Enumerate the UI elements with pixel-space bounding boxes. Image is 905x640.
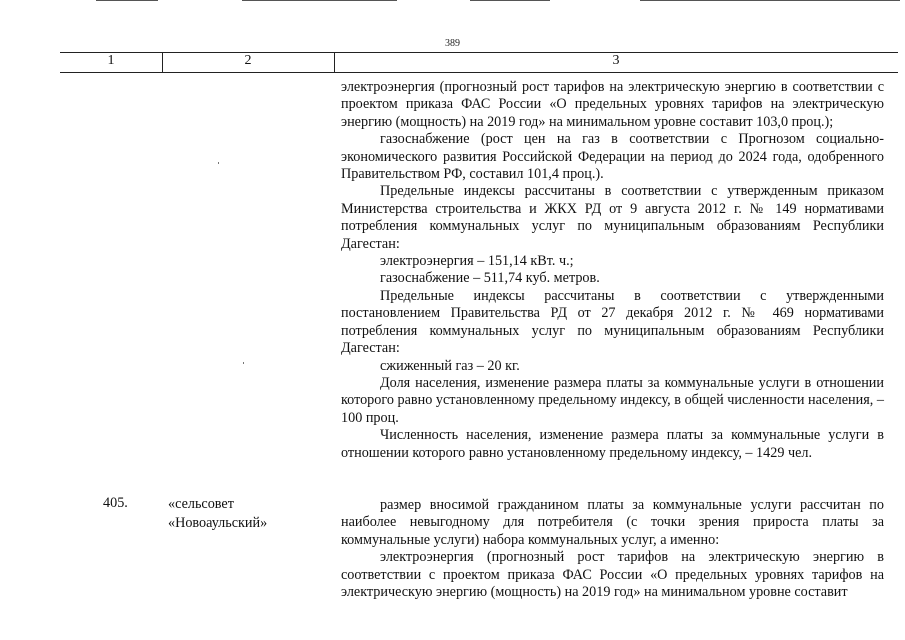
paragraph: электроэнергия (прогнозный рост тарифов на электрическую энергию в соответствии с проектом приказа ФАС России «О предельных уровнях тарифов на электрическую энергию (мощность) на 2019 год» на минимальном уровне составит 103,0 проц.); [341, 79, 884, 130]
paragraph: Численность населения, изменение размера платы за коммунальные услуги в отношении которого равно установленному предельному индексу, – 1429 чел. [341, 427, 884, 461]
row-number: 405. [103, 495, 128, 511]
scan-edge-mark [640, 0, 900, 1]
scan-edge-mark [470, 0, 550, 1]
paragraph: Предельные индексы рассчитаны в соответствии с утвержденными постановлением Правительства РД от 27 декабря 2012 г. № 469 нормативами потребления коммунальных услуг по муниципальным образованиям Республики Дагестан: [341, 287, 884, 357]
municipality-name [168, 495, 267, 533]
paragraph: Предельные индексы рассчитаны в соответствии с утвержденным приказом Министерства строительства и ЖКХ РД от 9 августа 2012 г. № 149 нормативами потребления коммунальных услуг по муниципальным образованиям Республики Дагестан: [341, 183, 884, 252]
municipality-name-line: «сельсовет [168, 496, 234, 512]
scan-edge-mark [242, 0, 397, 1]
scan-speck [243, 362, 244, 364]
paragraph: электроэнергия – 151,14 кВт. ч.; [380, 253, 574, 270]
paragraph: газоснабжение – 511,74 куб. метров. [380, 270, 600, 287]
paragraph: размер вносимой гражданином платы за коммунальные услуги рассчитан по наиболее невыгодному для потребителя (с точки зрения прироста платы за коммунальные услуги) набора коммунальных услуг, а именно: [341, 497, 884, 548]
paragraph: электроэнергия (прогнозный рост тарифов на электрическую энергию в соответствии с проектом приказа ФАС России «О предельных уровнях тарифов на электрическую энергию (мощность) на 2019 год» на минимальном уровне составит [341, 549, 884, 601]
row-405-text [341, 497, 884, 601]
paragraph: газоснабжение (рост цен на газ в соответствии с Прогнозом социально-экономического развития Российской Федерации на период до 2024 года, одобренного Правительством РФ, составил 101,4 проц.). [341, 131, 884, 183]
continued-row-text [341, 79, 884, 462]
page-number: 389 [445, 38, 460, 49]
table-header [60, 52, 898, 73]
paragraph: Доля населения, изменение размера платы за коммунальные услуги в отношении которого равно установленному предельному индексу, в общей численности населения, – 100 проц. [341, 374, 884, 426]
municipality-name-line: «Новоаульский» [168, 515, 268, 531]
paragraph: сжиженный газ – 20 кг. [380, 357, 520, 374]
header-col-3: 3 [612, 53, 620, 68]
scan-speck [218, 162, 219, 164]
header-col-1: 1 [107, 53, 115, 68]
header-col-2: 2 [244, 53, 252, 68]
scan-edge-mark [96, 0, 158, 1]
header-rule-bottom [60, 72, 898, 73]
